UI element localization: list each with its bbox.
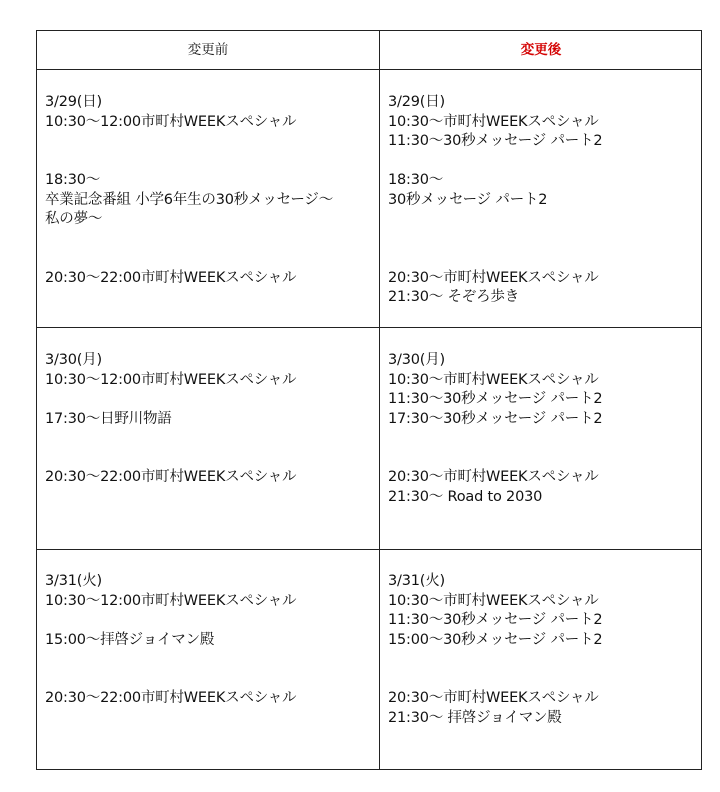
cell-after-3-29 xyxy=(388,93,602,308)
schedule-change-table xyxy=(36,30,702,770)
cell-line: 10:30～12:00市町村WEEKスペシャル xyxy=(45,371,297,388)
cell-line: 3/31(火) xyxy=(388,573,445,589)
cell-line: 10:30～市町村WEEKスペシャル xyxy=(388,592,599,609)
cell-line: 私の夢～ xyxy=(45,211,103,227)
cell-line: 11:30～30秒メッセージ パート2 xyxy=(388,133,603,149)
cell-line: 21:30～ Road to 2030 xyxy=(388,488,543,505)
cell-line: 20:30～市町村WEEKスペシャル xyxy=(388,690,599,706)
header-before: 変更前 xyxy=(187,42,229,58)
cell-line: 20:30～市町村WEEKスペシャル xyxy=(388,469,599,485)
cell-line: 15:00～拝啓ジョイマン殿 xyxy=(45,631,215,648)
cell-line: 10:30～12:00市町村WEEKスペシャル xyxy=(45,113,297,130)
cell-line: 20:30～22:00市町村WEEKスペシャル xyxy=(45,690,297,706)
cell-line xyxy=(388,210,602,230)
cell-line xyxy=(45,152,333,172)
cell-line xyxy=(45,449,296,469)
cell-line: 17:30～日野川物語 xyxy=(45,410,172,427)
cell-line xyxy=(45,249,333,269)
cell-line xyxy=(45,230,333,250)
cell-line: 10:30～市町村WEEKスペシャル xyxy=(388,371,599,388)
cell-line: 20:30～市町村WEEKスペシャル xyxy=(388,269,599,286)
column-divider xyxy=(379,31,380,769)
cell-line xyxy=(388,650,602,670)
cell-line xyxy=(388,230,602,250)
cell-line xyxy=(388,670,602,690)
cell-line xyxy=(388,249,602,269)
cell-line: 11:30～30秒メッセージ パート2 xyxy=(388,391,603,407)
cell-line: 20:30～22:00市町村WEEKスペシャル xyxy=(45,269,297,286)
cell-line: 11:30～30秒メッセージ パート2 xyxy=(388,612,603,628)
row-divider xyxy=(37,549,701,550)
cell-line: 3/30(月) xyxy=(45,352,102,368)
cell-line xyxy=(45,650,296,670)
cell-line: 卒業記念番組 小学6年生の30秒メッセージ～ xyxy=(45,191,334,208)
cell-after-3-30 xyxy=(388,351,602,507)
cell-line xyxy=(45,132,333,152)
cell-line: 18:30～ xyxy=(45,172,101,188)
header-after: 変更後 xyxy=(520,42,562,58)
cell-line: 10:30～市町村WEEKスペシャル xyxy=(388,113,599,130)
cell-line xyxy=(45,390,296,410)
cell-line: 3/30(月) xyxy=(388,352,445,368)
cell-line: 3/29(日) xyxy=(388,94,445,110)
cell-line: 17:30～30秒メッセージ パート2 xyxy=(388,410,603,427)
cell-before-3-31 xyxy=(45,572,296,709)
cell-line: 21:30～ そぞろ歩き xyxy=(388,289,519,305)
cell-line: 10:30～12:00市町村WEEKスペシャル xyxy=(45,592,297,609)
cell-line: 21:30～ 拝啓ジョイマン殿 xyxy=(388,709,562,726)
cell-line: 15:00～30秒メッセージ パート2 xyxy=(388,631,603,648)
cell-line: 3/29(日) xyxy=(45,94,102,110)
cell-line: 20:30～22:00市町村WEEKスペシャル xyxy=(45,469,297,485)
cell-line: 30秒メッセージ パート2 xyxy=(388,191,548,208)
cell-line xyxy=(388,449,602,469)
cell-line xyxy=(45,429,296,449)
cell-before-3-29 xyxy=(45,93,333,288)
cell-line: 18:30～ xyxy=(388,172,444,188)
cell-line xyxy=(45,670,296,690)
cell-line: 3/31(火) xyxy=(45,573,102,589)
cell-line xyxy=(45,611,296,631)
row-divider xyxy=(37,327,701,328)
cell-line xyxy=(388,429,602,449)
cell-before-3-30 xyxy=(45,351,296,488)
row-divider xyxy=(37,69,701,70)
cell-after-3-31 xyxy=(388,572,602,728)
cell-line xyxy=(388,152,602,172)
